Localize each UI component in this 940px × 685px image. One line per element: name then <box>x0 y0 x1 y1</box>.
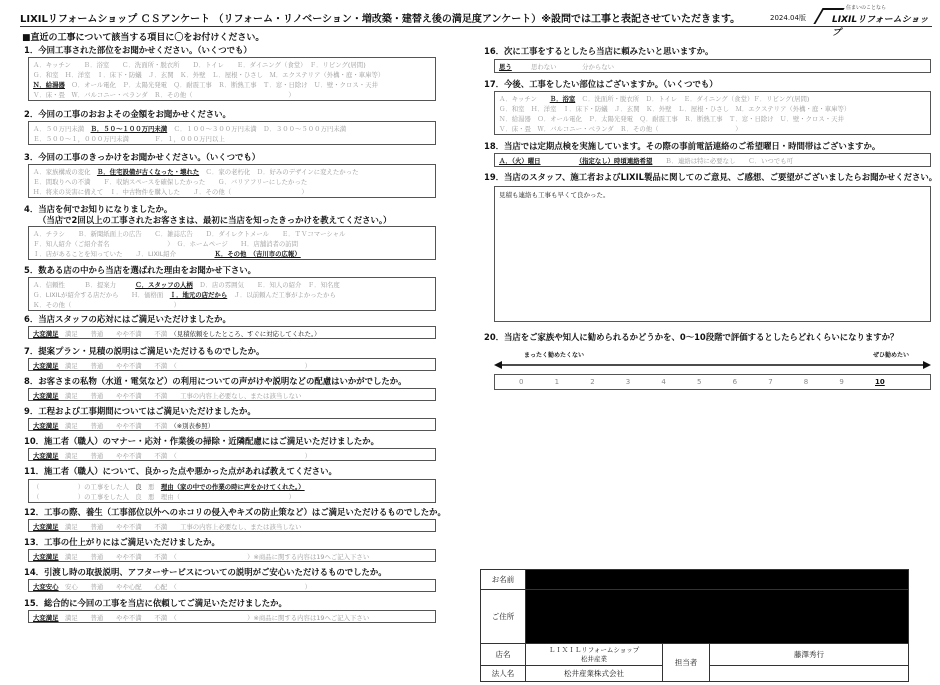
scale-value-10[interactable]: 10 <box>875 378 885 386</box>
option-text: （※別表参照） <box>173 422 215 430</box>
scale-value-8[interactable]: 8 <box>803 378 809 386</box>
answer-box[interactable] <box>28 326 436 339</box>
answer-line <box>33 70 431 80</box>
logo-name: LIXILリフォームショップ <box>832 15 929 38</box>
selected-option: Ａ．（火）曜日 <box>499 157 541 165</box>
option-text: 満足 普通 やや不満 不満 工事の内容上必要なし、または該当しない <box>58 523 302 531</box>
answer-line <box>33 177 431 187</box>
lixil-logo <box>818 4 930 38</box>
option-text: Ａ．５０万円未満 <box>33 125 91 133</box>
answer-line <box>499 104 926 114</box>
answer-line <box>33 522 431 532</box>
scale-value-0[interactable]: 0 <box>519 378 524 386</box>
scale-value-1[interactable]: 1 <box>554 378 560 386</box>
answer-line <box>33 80 431 90</box>
name-redacted <box>526 570 909 590</box>
answer-line <box>33 613 431 623</box>
answer-line <box>33 134 431 144</box>
answer-box[interactable] <box>28 448 436 461</box>
answer-line <box>33 361 431 371</box>
question-16: 16．次に工事をするとしたら当店に頼みたいと思いますか。 <box>484 46 714 56</box>
option-text: Ａ．キッチン Ｂ．浴室 Ｃ．洗面所・脱衣所 Ｄ．トイレ Ｅ．ダイニング（食堂） Ｆ．リビング(居間) <box>33 61 366 69</box>
selected-option: 大変満足 <box>33 553 59 561</box>
option-text: 満足 普通 やや不満 不満 （ ）※商品に関する内容は19へご記入下さい <box>58 553 370 561</box>
question-12: 12．工事の際、養生（工事部位以外へのホコリの侵入やキズの防止策など）はご満足いただけるものでしたか。 <box>24 507 446 517</box>
logo-tagline: 住まいのことなら <box>846 5 887 11</box>
selected-option: Ｎ．給湯器 <box>33 81 65 89</box>
comment-text: 見積も連絡も工事も早くて良かった。 <box>499 191 610 199</box>
scale-value-5[interactable]: 5 <box>697 378 702 386</box>
option-text: Ｎ．給湯器 Ｏ．オール電化 Ｐ．太陽光発電 Ｑ．耐震工事 Ｒ．断熱工事 Ｔ．窓・日除け Ｕ．壁・クロス・天井 <box>499 115 844 123</box>
name-label: お名前 <box>481 570 526 590</box>
answer-line <box>33 229 431 239</box>
question-10: 10．施工者（職人）のマナー・応対・作業後の掃除・近隣配慮にはご満足いただけましたか。 <box>24 436 380 446</box>
answer-line <box>33 90 431 100</box>
answer-box[interactable] <box>28 418 436 431</box>
answer-line <box>33 187 431 197</box>
answer-box[interactable] <box>28 226 436 260</box>
option-text: 思わない 分からない <box>511 63 615 71</box>
selected-option: 大変満足 <box>33 392 59 400</box>
selected-option: Ｂ．浴室 <box>549 95 576 103</box>
answer-line <box>33 167 431 177</box>
option-text: Ｊ．以前頼んだ工事がよかったから <box>227 291 336 299</box>
selected-option: Ｂ．住宅設備が古くなった・壊れた <box>96 168 200 176</box>
answer-line <box>33 552 431 562</box>
option-text: Ｅ．間取りへの不満 Ｆ．収納スペースを確保したかった Ｇ．バリアフリーにしたかった <box>33 178 308 186</box>
scale-right-label: ぜひ勧めたい <box>872 352 909 359</box>
question-18: 18．当店では定期点検を実施しています。その際の事前電話連絡のご希望曜日・時間帯はございますか。 <box>484 141 881 151</box>
answer-box[interactable] <box>494 91 931 135</box>
option-text: （ ）の工事をした人 <box>33 483 136 491</box>
question-3: 3．今回の工事のきっかけをお聞かせください。（いくつでも） <box>24 152 261 162</box>
option-text: Ａ．信頼性 Ｂ．提案力 <box>33 281 136 289</box>
answer-line <box>33 239 431 249</box>
answer-line <box>499 94 926 104</box>
scale-value-4[interactable]: 4 <box>661 378 666 386</box>
question-17: 17．今後、工事をしたい部位はございますか。（いくつでも） <box>484 79 718 89</box>
option-text: 満足 普通 やや不満 不満 （ ）※商品に関する内容は19へご記入下さい <box>58 614 370 622</box>
answer-line <box>33 421 431 431</box>
selected-option: Ｉ．地元の店だから <box>169 291 228 299</box>
answer-line <box>33 582 431 592</box>
option-text: 良 <box>135 483 142 491</box>
selected-option: 大変安心 <box>33 583 59 591</box>
question-19: 19．当店のスタッフ、施工者およびLIXIL製品に関してのご意見、ご感想、ご要望がございましたらお聞かせください。 <box>484 172 938 182</box>
answer-box[interactable] <box>28 358 436 371</box>
option-text: 満足 普通 やや不満 不満 （ ） <box>58 362 311 370</box>
staff-label: 担当者 <box>663 644 710 682</box>
selected-option: 思う <box>499 63 512 71</box>
selected-option: 理由（家の中での作業の時に声をかけてくれた。） <box>160 483 305 491</box>
corp-label: 法人名 <box>481 666 526 682</box>
selected-option: （指定なし）時頃連絡希望 <box>578 157 653 165</box>
answer-box[interactable] <box>28 519 436 532</box>
answer-box[interactable] <box>28 479 436 503</box>
option-text: 悪 <box>141 483 161 491</box>
option-text: Ｖ．床・畳 Ｗ．バルコニー・ベランダ Ｒ．その他（ ） <box>33 91 295 99</box>
answer-line <box>33 391 431 401</box>
selected-option: Ｋ．その他 （吉川市の広報） <box>214 250 301 258</box>
scale-value-6[interactable]: 6 <box>732 378 738 386</box>
option-text: 安心 普通 やや心配 心配 （ ） <box>58 583 311 591</box>
answer-box[interactable] <box>28 549 436 562</box>
option-text: 満足 普通 やや不満 不満 工事の内容上必要なし、または該当しない <box>58 392 302 400</box>
option-text: （ ）の工事をした人 良 悪 理由（ ） <box>33 493 296 501</box>
question-5: 5．数ある店の中から当店を選ばれた理由をお聞かせ下さい。 <box>24 265 256 275</box>
scale-value-9[interactable]: 9 <box>839 378 844 386</box>
answer-box[interactable] <box>28 57 436 101</box>
option-text <box>541 157 579 165</box>
option-text: Ｉ．店があることを知っていた Ｊ．LIXIL紹介 <box>33 250 215 258</box>
store-label: 店名 <box>481 644 526 666</box>
option-text: Ｄ．店の雰囲気 Ｅ．知人の紹介 Ｆ．知名度 <box>192 281 340 289</box>
answer-line <box>33 482 431 492</box>
answer-box[interactable] <box>28 121 436 145</box>
answer-line <box>33 60 431 70</box>
option-text: （見積依頼をしたところ、すぐに対応してくれた。） <box>173 330 321 338</box>
scale-value-2[interactable]: 2 <box>590 378 595 386</box>
answer-box[interactable] <box>494 153 931 167</box>
question-8: 8．お客さまの私物（水道・電気など）の利用についての声がけや説明などの配慮はいかがでしたか。 <box>24 376 407 386</box>
answer-line <box>33 300 431 310</box>
answer-line <box>33 124 431 134</box>
survey-title: LIXILリフォームショップ ＣＳアンケート （リフォーム・リノベーション・増改築・建替え後の満足度アンケート）※設問では工事と表記させていただきます。 <box>20 14 741 25</box>
corp-name: 松井産業株式会社 <box>526 666 663 682</box>
answer-line <box>499 156 926 166</box>
option-text: Ｇ．和室 Ｈ．洋室 Ｉ．床下・防蟻 Ｊ．玄関 Ｋ．外壁 Ｌ．屋根・ひさし Ｍ．エクステリア（外構・庭・車庫等） <box>499 105 851 113</box>
answer-line <box>33 290 431 300</box>
scale-left-label: まったく勧めたくない <box>524 352 585 359</box>
selected-option: 大変満足 <box>33 330 59 338</box>
answer-box[interactable] <box>28 164 436 198</box>
option-text: Ｂ．連絡は特に必要なし Ｃ．いつでも可 <box>652 157 793 165</box>
answer-box[interactable] <box>28 277 436 311</box>
question-9: 9．工程および工事期間についてはご満足いただけましたか。 <box>24 406 256 416</box>
selected-option: Ｂ．５０～１００万円未満 <box>90 125 168 133</box>
option-text: Ｇ．LIXILが紹介する店だから Ｈ．価格面 <box>33 291 170 299</box>
store-name-line1: ＬＩＸＩＬリフォームショップ <box>548 645 640 654</box>
address-redacted <box>526 590 909 644</box>
question-20: 20．当店をご家族や知人に勧められるかどうかを、0～10段階で評価するとしたらどれくらいになりますか？ <box>484 332 899 342</box>
option-text: Ｋ．その他（ ） <box>33 301 180 309</box>
answer-line <box>33 492 431 502</box>
option-text: 満足 普通 やや不満 不満 （ ） <box>58 452 311 460</box>
selected-option: 大変満足 <box>33 523 59 531</box>
answer-box[interactable] <box>28 610 436 623</box>
selected-option: Ｃ．スタッフの人柄 <box>135 281 193 289</box>
answer-line <box>499 62 926 72</box>
store-name <box>526 644 663 666</box>
question-14: 14．引渡し時の取扱説明、アフターサービスについての説明がご安心いただけるものでしたか。 <box>24 567 387 577</box>
option-text: Ｆ．知人紹介（ご紹介者名 ） Ｇ．ホームページ Ｈ．店舗消者の訪問 <box>33 240 299 248</box>
question-6: 6．当店スタッフの応対にはご満足いただけましたか。 <box>24 314 231 324</box>
option-text: Ａ．チラシ Ｂ．新聞紙面上の広告 Ｃ．雑誌広告 Ｄ．ダイレクトメール Ｅ．ＴＶコマーシャル <box>33 230 346 238</box>
selected-option: 大変満足 <box>33 452 59 460</box>
option-text: Ｏ．オール電化 Ｐ．太陽光発電 Ｑ．耐震工事 Ｒ．断熱工事 Ｔ．窓・日除け Ｕ．壁・クロス・天井 <box>64 81 378 89</box>
address-label: ご住所 <box>481 590 526 644</box>
answer-box[interactable] <box>28 388 436 401</box>
answer-line <box>33 451 431 461</box>
option-text: 満足 普通 やや不満 不満 <box>58 422 174 430</box>
question-11: 11．施工者（職人）について、良かった点や悪かった点があれば教えてください。 <box>24 466 337 476</box>
question-13: 13．工事の仕上がりにはご満足いただけましたか。 <box>24 537 220 547</box>
question-4: 4．当店を何でお知りになりましたか。 <box>24 204 173 214</box>
option-text: Ｃ．１００～３００万円未満 Ｄ．３００～５００万円未満 <box>167 125 347 133</box>
form-version-date: 2024.04版 <box>770 14 806 22</box>
option-text: Ｃ．家の老朽化 Ｄ．好みのデザインに変えたかった <box>199 168 359 176</box>
option-text: Ｃ．洗面所・脱衣所 Ｄ．トイレ Ｅ．ダイニング（食堂）Ｆ．リビング(居間) <box>575 95 810 103</box>
answer-line <box>33 249 431 259</box>
intro-text: ■直近の工事について該当する項目に〇をお付けください。 <box>22 33 265 43</box>
answer-line <box>33 280 431 290</box>
answer-line <box>499 124 926 134</box>
store-name-line2: 松井産業 <box>581 654 607 663</box>
option-text: Ｅ．５００～１，０００万円未満 Ｆ．１，０００万円以上 <box>33 135 225 143</box>
question-4-note: （当店で2回以上の工事されたお客さまは、最初に当店を知ったきっかけを教えてください。） <box>38 215 392 225</box>
selected-option: 大変満足 <box>33 422 59 430</box>
option-text: Ｖ．床・畳 Ｗ．バルコニー・ベランダ Ｒ．その他（ ） <box>499 125 742 133</box>
selected-option: 大変満足 <box>33 362 59 370</box>
comment-box[interactable] <box>494 186 931 322</box>
customer-info-table <box>480 569 909 682</box>
option-text: Ａ．家族構成の変化 <box>33 168 97 176</box>
answer-box[interactable] <box>494 59 931 73</box>
recommend-scale[interactable] <box>494 374 931 390</box>
scale-value-3[interactable]: 3 <box>625 378 631 386</box>
staff-blank <box>710 666 909 682</box>
option-text: Ａ．キッチン <box>499 95 550 103</box>
question-7: 7．提案プラン・見積の説明はご満足いただけるものでしたか。 <box>24 346 265 356</box>
question-2: 2．今回の工事のおおよその金額をお聞かせください。 <box>24 109 231 119</box>
answer-line <box>499 114 926 124</box>
answer-box[interactable] <box>28 579 436 592</box>
selected-option: 大変満足 <box>33 614 59 622</box>
option-text: Ｇ．和室 Ｈ．洋室 Ｉ．床下・防蟻 Ｊ．玄関 Ｋ．外壁 Ｌ．屋根・ひさし Ｍ．エクステリア（外構・庭・車庫等） <box>33 71 385 79</box>
question-1: 1．今回工事された部位をお聞かせください。（いくつでも） <box>24 45 252 55</box>
question-15: 15．総合的に今回の工事を当店に依頼してご満足いただけましたか。 <box>24 598 287 608</box>
option-text: 満足 普通 やや不満 不満 <box>58 330 174 338</box>
staff-name: 藤澤秀行 <box>710 644 909 666</box>
option-text: Ｈ．将来の災害に備えて Ｉ．中古物件を購入した Ｊ．その他（ ） <box>33 188 308 196</box>
header-divider <box>20 26 932 27</box>
scale-arrow-icon <box>494 360 931 370</box>
scale-value-7[interactable]: 7 <box>768 378 773 386</box>
answer-line <box>33 329 431 339</box>
